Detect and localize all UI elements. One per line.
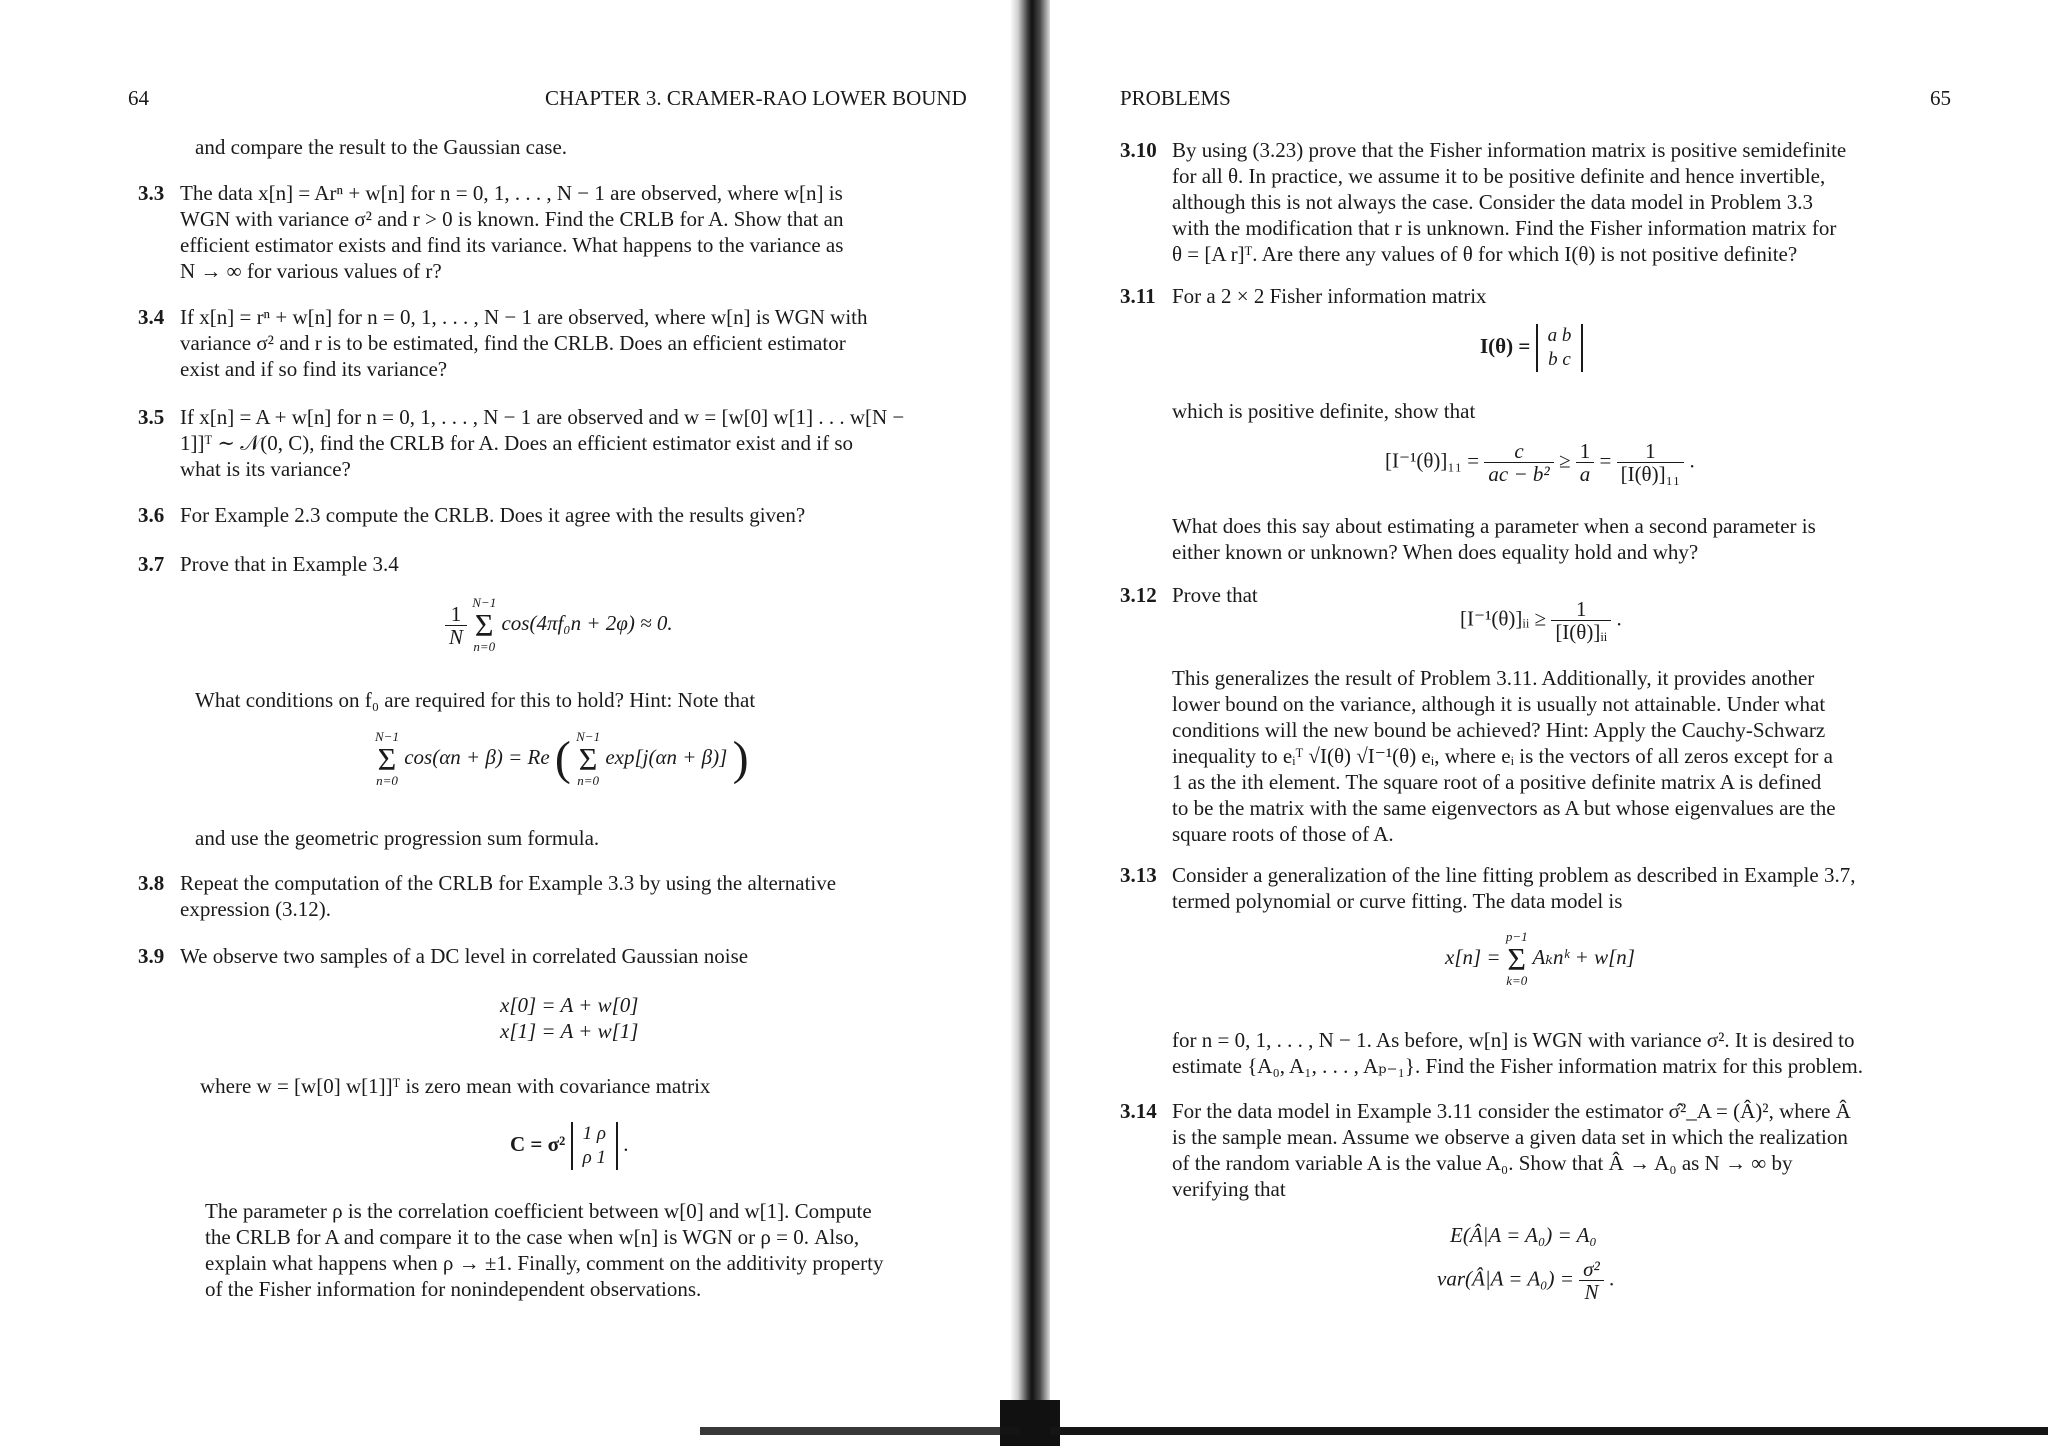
paragraph-line: The parameter ρ is the correlation coefficient between w[0] and w[1]. Compute [205, 1199, 872, 1223]
after-3-12 [1172, 665, 1836, 847]
matrix-row: a b [1547, 325, 1572, 346]
equation-3-7 [445, 596, 673, 654]
equation-rhs: Aₖnᵏ + w[n] [1532, 944, 1635, 969]
problem-line: Repeat the computation of the CRLB for Example 3.3 by using the alternative [180, 871, 837, 895]
equation-lhs: var(Â|A = A₀) = [1437, 1266, 1574, 1291]
problem-number: 3.3 [138, 181, 165, 205]
equation-lhs: cos(αn + β) = Re [404, 744, 550, 769]
problem-line: N → ∞ for various values of r? [180, 259, 442, 283]
period: . [1689, 448, 1695, 473]
after-3-11 [1172, 513, 1816, 565]
intro-text: and compare the result to the Gaussian case. [195, 135, 568, 159]
paragraph-line: for n = 0, 1, . . . , N − 1. As before, w[n] is WGN with variance σ². It is desired to [1172, 1028, 1855, 1052]
hint-equation [375, 730, 749, 788]
problem-line: variance σ² and r is to be estimated, find the CRLB. Does an efficient estimator [180, 331, 846, 355]
after-3-13 [1172, 1027, 1863, 1079]
period: . [623, 1131, 629, 1156]
left-running-head: CHAPTER 3. CRAMER-RAO LOWER BOUND [545, 86, 967, 110]
fraction-numerator: 1 [1617, 440, 1685, 463]
sigma-symbol: Σ [474, 607, 494, 643]
problem-line: The data x[n] = Arⁿ + w[n] for n = 0, 1, . . . , N − 1 are observed, where w[n] is [180, 181, 843, 205]
problem-line: 1]]ᵀ ∼ 𝒩(0, C), find the CRLB for A. Does an efficient estimator exist and if so [180, 431, 854, 455]
equation-lhs: I(θ) = [1480, 333, 1531, 358]
problem-number: 3.14 [1120, 1099, 1157, 1123]
problem-number: 3.8 [138, 871, 165, 895]
right-running-head: PROBLEMS [1120, 86, 1231, 110]
left-paren: ( [554, 732, 571, 785]
problem-number: 3.11 [1120, 284, 1156, 308]
expectation-equation [1450, 1222, 1597, 1248]
equation-3-9 [500, 992, 638, 1044]
equation-line: x[1] = A + w[1] [500, 1019, 639, 1043]
fraction-denominator: [I(θ)]ᵢᵢ [1555, 620, 1608, 644]
problem-line: For a 2 × 2 Fisher information matrix [1172, 284, 1487, 308]
period: . [1616, 606, 1622, 631]
paragraph-line: either known or unknown? When does equality hold and why? [1172, 540, 1699, 564]
sum-lower-limit: k=0 [1506, 973, 1528, 988]
problem-line: By using (3.23) prove that the Fisher information matrix is positive semidefinite [1172, 138, 1847, 162]
problem-line: although this is not always the case. Consider the data model in Problem 3.3 [1172, 190, 1813, 214]
equals-sign: = [1599, 448, 1612, 473]
problem-number: 3.10 [1120, 138, 1157, 162]
covariance-matrix [571, 1122, 618, 1170]
problem-line: θ = [A r]ᵀ. Are there any values of θ for which I(θ) is not positive definite? [1172, 242, 1798, 266]
fisher-matrix [1536, 324, 1584, 372]
covariance-equation [510, 1122, 628, 1170]
polynomial-model-equation [1445, 930, 1635, 988]
sum-upper-limit: N−1 [375, 729, 399, 744]
equation-lhs: x[n] = [1445, 944, 1501, 969]
paragraph-line: estimate {A₀, A₁, . . . , Aₚ₋₁}. Find the Fisher information matrix for this problem. [1172, 1054, 1863, 1078]
fraction-denominator: N [449, 624, 464, 649]
fraction-numerator: 1 [1576, 440, 1595, 463]
sum-lower-limit: n=0 [376, 773, 398, 788]
problem-number: 3.7 [138, 552, 165, 576]
problem-line: For Example 2.3 compute the CRLB. Does it agree with the results given? [180, 503, 806, 527]
period: . [1609, 1266, 1615, 1291]
fisher-matrix-equation [1480, 324, 1583, 372]
equation-line: E(Â|A = A₀) = A₀ [1450, 1223, 1597, 1247]
fraction-denominator: ac − b² [1488, 462, 1550, 486]
fraction-denominator: N [1584, 1280, 1599, 1304]
fraction-numerator: 1 [1551, 598, 1611, 621]
problem-line: verifying that [1172, 1177, 1286, 1201]
right-page [1050, 0, 2048, 1446]
problem-line: expression (3.12). [180, 897, 332, 921]
paragraph-line: conditions will the new bound be achieved? Hint: Apply the Cauchy-Schwarz [1172, 718, 1826, 742]
equation-rhs: exp[j(αn + β)] [605, 744, 728, 769]
inequality-3-11 [1385, 440, 1695, 485]
fraction-denominator: [I(θ)]₁₁ [1620, 462, 1681, 486]
book-spine [1010, 0, 1050, 1446]
problem-line: efficient estimator exists and find its variance. What happens to the variance as [180, 233, 844, 257]
fraction-numerator: σ² [1579, 1258, 1604, 1281]
sigma-symbol: Σ [578, 741, 598, 777]
sum-upper-limit: N−1 [472, 595, 497, 610]
problem-line: WGN with variance σ² and r > 0 is known. Find the CRLB for A. Show that an [180, 207, 844, 231]
equation-line: x[0] = A + w[0] [500, 993, 639, 1017]
matrix-row: ρ 1 [582, 1147, 606, 1168]
covariance-intro: where w = [w[0] w[1]]ᵀ is zero mean with covariance matrix [200, 1074, 711, 1098]
problem-line: Consider a generalization of the line fitting problem as described in Example 3.7, [1172, 863, 1856, 887]
problem-number: 3.4 [138, 305, 165, 329]
problem-line: exist and if so find its variance? [180, 357, 448, 381]
fraction-numerator: c [1484, 440, 1553, 463]
positive-definite-text: which is positive definite, show that [1172, 399, 1476, 423]
matrix-row: b c [1548, 349, 1571, 370]
paragraph-line: explain what happens when ρ → ±1. Finally, comment on the additivity property [205, 1251, 884, 1275]
paragraph-line: square roots of those of A. [1172, 822, 1394, 846]
problem-line: We observe two samples of a DC level in correlated Gaussian noise [180, 944, 749, 968]
problem-number: 3.9 [138, 944, 165, 968]
paragraph-line: the CRLB for A and compare it to the case when w[n] is WGN or ρ = 0. Also, [205, 1225, 860, 1249]
right-page-number: 65 [1930, 86, 1951, 110]
geometric-text: and use the geometric progression sum formula. [195, 826, 600, 850]
problem-line: for all θ. In practice, we assume it to be positive definite and hence invertible, [1172, 164, 1826, 188]
problem-line: termed polynomial or curve fitting. The data model is [1172, 889, 1623, 913]
fraction-denominator: a [1579, 462, 1591, 486]
problem-line: with the modification that r is unknown. Find the Fisher information matrix for [1172, 216, 1837, 240]
geq-sign: ≥ [1558, 448, 1571, 473]
equation-lhs: C = σ² [510, 1131, 566, 1156]
hint-text: What conditions on f₀ are required for this to hold? Hint: Note that [195, 688, 756, 712]
paragraph-line: of the Fisher information for nonindependent observations. [205, 1277, 702, 1301]
problem-line: Prove that in Example 3.4 [180, 552, 399, 576]
equation-lhs: [I⁻¹(θ)]ᵢᵢ ≥ [1460, 606, 1547, 631]
problem-number: 3.12 [1120, 583, 1157, 607]
right-paren: ) [732, 732, 749, 785]
problem-number: 3.5 [138, 405, 165, 429]
problem-number: 3.6 [138, 503, 165, 527]
paragraph-line: This generalizes the result of Problem 3.11. Additionally, it provides another [1172, 666, 1815, 690]
paragraph-line: 1 as the ith element. The square root of a positive definite matrix A is defined [1172, 770, 1822, 794]
matrix-row: 1 ρ [582, 1123, 606, 1144]
equation-lhs: [I⁻¹(θ)]₁₁ = [1385, 448, 1480, 473]
inequality-3-12 [1460, 598, 1622, 643]
problem-line: Prove that [1172, 583, 1258, 607]
sum-upper-limit: p−1 [1505, 929, 1528, 944]
sigma-symbol: Σ [377, 741, 397, 777]
problem-number: 3.13 [1120, 863, 1157, 887]
equation-body: cos(4πf₀n + 2φ) ≈ 0. [501, 610, 673, 635]
sum-lower-limit: n=0 [577, 773, 599, 788]
problem-line: If x[n] = A + w[n] for n = 0, 1, . . . , N − 1 are observed and w = [w[0] w[1] . . . w[N − [180, 405, 905, 429]
sigma-symbol: Σ [1507, 941, 1527, 977]
left-page [0, 0, 1010, 1446]
paragraph-line: to be the matrix with the same eigenvectors as A but whose eigenvalues are the [1172, 796, 1836, 820]
paragraph-line: inequality to eᵢᵀ √I(θ) √I⁻¹(θ) eᵢ, where eᵢ is the vectors of all zeros except for a [1172, 744, 1833, 768]
paragraph-line: lower bound on the variance, although it is usually not attainable. Under what [1172, 692, 1826, 716]
fraction-numerator: 1 [445, 603, 467, 626]
left-page-number: 64 [128, 86, 149, 110]
problem-line: If x[n] = rⁿ + w[n] for n = 0, 1, . . . , N − 1 are observed, where w[n] is WGN with [180, 305, 868, 329]
paragraph-line: What does this say about estimating a parameter when a second parameter is [1172, 514, 1816, 538]
sum-upper-limit: N−1 [576, 729, 601, 744]
sum-lower-limit: n=0 [473, 639, 496, 654]
problem-line: is the sample mean. Assume we observe a given data set in which the realization [1172, 1125, 1848, 1149]
closing-paragraph [205, 1198, 884, 1302]
problem-line: of the random variable A is the value A₀. Show that Â → A₀ as N → ∞ by [1172, 1151, 1793, 1175]
problem-line: For the data model in Example 3.11 consider the estimator σ̂²_A = (Â)², where Â [1172, 1099, 1851, 1123]
problem-line: what is its variance? [180, 457, 351, 481]
variance-equation [1437, 1258, 1614, 1303]
